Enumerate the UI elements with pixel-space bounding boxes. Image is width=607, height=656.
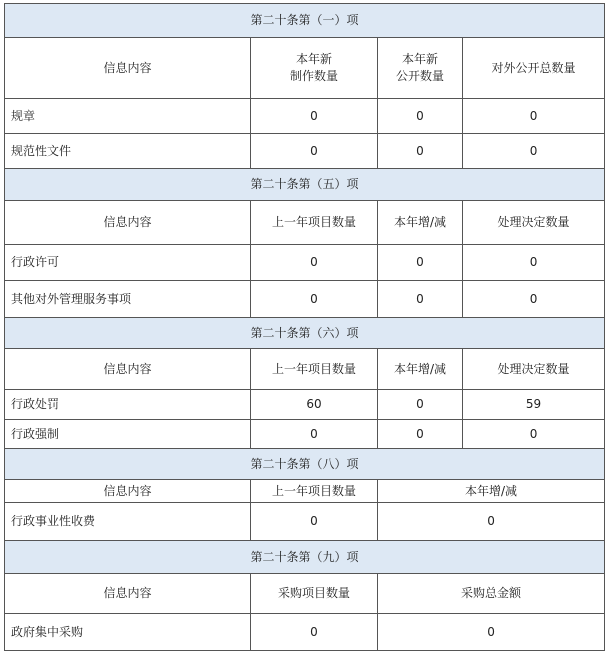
row-label: 行政强制 bbox=[5, 420, 251, 449]
header-row bbox=[5, 480, 605, 503]
section-title-row bbox=[5, 4, 605, 38]
row-value: 0 bbox=[463, 99, 605, 134]
section-title-row bbox=[5, 169, 605, 201]
row-value: 59 bbox=[463, 390, 605, 420]
header-cell: 上一年项目数量 bbox=[251, 480, 378, 503]
section-title: 第二十条第（八）项 bbox=[5, 449, 605, 480]
row-label: 行政许可 bbox=[5, 245, 251, 281]
section-title: 第二十条第（五）项 bbox=[5, 169, 605, 201]
header-cell: 本年增/减 bbox=[378, 201, 463, 245]
header-cell: 信息内容 bbox=[5, 38, 251, 99]
header-cell: 信息内容 bbox=[5, 349, 251, 390]
row-value: 0 bbox=[251, 420, 378, 449]
row-value: 0 bbox=[251, 614, 378, 651]
row-value: 0 bbox=[251, 134, 378, 169]
section-title: 第二十条第（一）项 bbox=[5, 4, 605, 38]
table-row bbox=[5, 245, 605, 281]
row-value: 0 bbox=[251, 281, 378, 318]
row-value: 0 bbox=[251, 99, 378, 134]
row-label: 规章 bbox=[5, 99, 251, 134]
table-row bbox=[5, 420, 605, 449]
row-value: 0 bbox=[463, 245, 605, 281]
section-title: 第二十条第（六）项 bbox=[5, 318, 605, 349]
header-cell: 上一年项目数量 bbox=[251, 201, 378, 245]
section-title-row bbox=[5, 449, 605, 480]
row-value: 0 bbox=[378, 503, 605, 541]
header-cell: 本年增/减 bbox=[378, 480, 605, 503]
row-value: 0 bbox=[463, 134, 605, 169]
header-cell: 处理决定数量 bbox=[463, 201, 605, 245]
row-value: 0 bbox=[378, 281, 463, 318]
row-value: 0 bbox=[378, 134, 463, 169]
row-value: 0 bbox=[251, 245, 378, 281]
section-title-row bbox=[5, 541, 605, 574]
table-row bbox=[5, 614, 605, 651]
header-cell: 采购项目数量 bbox=[251, 574, 378, 614]
row-value: 0 bbox=[463, 281, 605, 318]
row-label: 行政处罚 bbox=[5, 390, 251, 420]
row-value: 0 bbox=[378, 99, 463, 134]
row-label: 其他对外管理服务事项 bbox=[5, 281, 251, 318]
row-label: 行政事业性收费 bbox=[5, 503, 251, 541]
table-row bbox=[5, 99, 605, 134]
table-row bbox=[5, 390, 605, 420]
row-value: 0 bbox=[378, 420, 463, 449]
table-row bbox=[5, 503, 605, 541]
row-value: 0 bbox=[378, 245, 463, 281]
row-value: 0 bbox=[378, 614, 605, 651]
header-cell: 本年新 制作数量 bbox=[251, 38, 378, 99]
table-row bbox=[5, 134, 605, 169]
header-cell: 处理决定数量 bbox=[463, 349, 605, 390]
header-cell: 本年增/减 bbox=[378, 349, 463, 390]
header-row bbox=[5, 38, 605, 99]
header-row bbox=[5, 349, 605, 390]
header-cell: 上一年项目数量 bbox=[251, 349, 378, 390]
table-row bbox=[5, 281, 605, 318]
header-row bbox=[5, 574, 605, 614]
row-value: 0 bbox=[378, 390, 463, 420]
section-title-row bbox=[5, 318, 605, 349]
header-cell: 采购总金额 bbox=[378, 574, 605, 614]
row-label: 规范性文件 bbox=[5, 134, 251, 169]
header-cell: 本年新 公开数量 bbox=[378, 38, 463, 99]
section-title: 第二十条第（九）项 bbox=[5, 541, 605, 574]
header-cell: 对外公开总数量 bbox=[463, 38, 605, 99]
header-cell: 信息内容 bbox=[5, 480, 251, 503]
row-value: 0 bbox=[463, 420, 605, 449]
row-value: 60 bbox=[251, 390, 378, 420]
header-cell: 信息内容 bbox=[5, 574, 251, 614]
header-cell: 信息内容 bbox=[5, 201, 251, 245]
row-label: 政府集中采购 bbox=[5, 614, 251, 651]
disclosure-table bbox=[4, 3, 605, 651]
row-value: 0 bbox=[251, 503, 378, 541]
header-row bbox=[5, 201, 605, 245]
